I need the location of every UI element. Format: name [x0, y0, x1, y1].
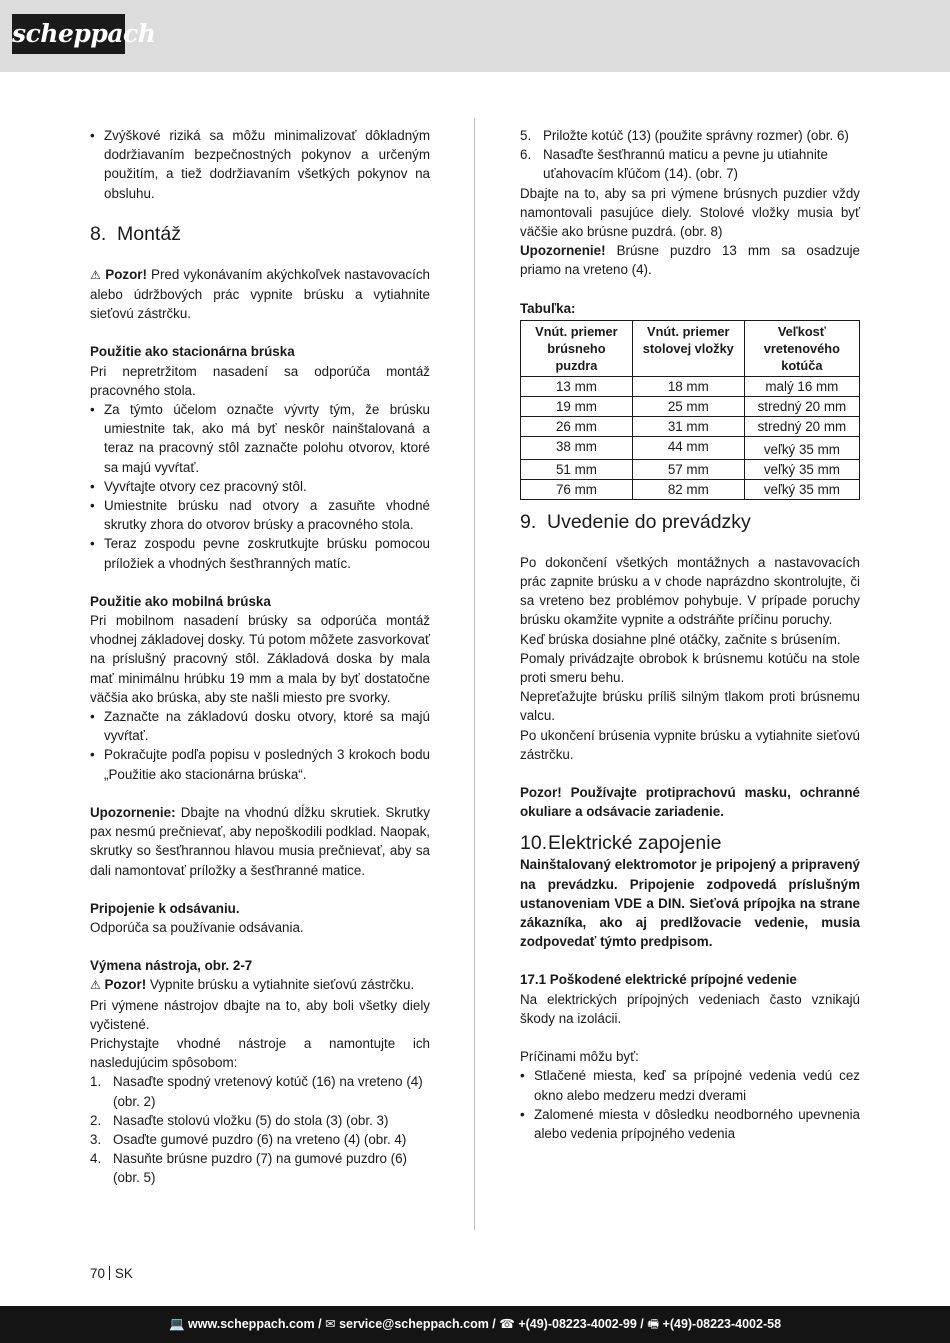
table-row: [521, 416, 860, 436]
computer-icon: 💻: [168, 1317, 185, 1331]
footer-fax: +(49)-08223-4002-58: [662, 1317, 782, 1331]
s17-heading: 17.1 Poškodené elektrické prípojné vedenie: [520, 972, 797, 988]
page-header: [0, 0, 950, 72]
footer-email[interactable]: service@scheppach.com: [339, 1317, 489, 1331]
table-cell: malý 16 mm: [744, 376, 859, 396]
table-cell: 26 mm: [521, 416, 633, 436]
table-cell: 18 mm: [632, 376, 744, 396]
s9-warning: Pozor! Používajte protiprachovú masku, ochranné okuliare a odsávacie zariadenie.: [520, 785, 860, 820]
table-row: [521, 459, 860, 479]
step-item: 5. Priložte kotúč (13) (použite správny rozmer) (obr. 6): [520, 128, 849, 143]
table-header-cell: Vnút. priemer brúsneho puzdra: [521, 320, 633, 376]
table-header-cell: Veľkosť vretenového kotúča: [744, 320, 859, 376]
table-cell: veľký 35 mm: [744, 459, 859, 479]
table-cell: 25 mm: [632, 396, 744, 416]
s9-paragraph: Pomaly privádzajte obrobok k brúsnemu kotúču na stole proti smeru behu.: [520, 650, 860, 686]
table-cell: 31 mm: [632, 416, 744, 436]
footer-web[interactable]: www.scheppach.com: [188, 1317, 315, 1331]
table-cell: veľký 35 mm: [744, 479, 859, 499]
s17-bullet: • Zalomené miesta v dôsledku neodborného upevnenia alebo vedenia prípojného vedenia: [520, 1105, 860, 1143]
table-cell: 13 mm: [521, 376, 633, 396]
step-item: 6. Nasaďte šesťhrannú maticu a pevne ju utiahnite uťahovacím kľúčom (14). (obr. 7): [520, 147, 828, 182]
s9-paragraph: Po dokončení všetkých montážnych a nastavovacích prác zapnite brúsku a v chode naprázdno skontrolujte, či sa vreteno bez problémov pohybuje. V prípade poruchy brúsku okamžite vypnite a odstráňte príčinu poruchy.: [520, 554, 860, 628]
table-cell: 51 mm: [521, 459, 633, 479]
stationary-text: Pri nepretržitom nasadení sa odporúča montáž pracovného stola.: [90, 363, 430, 398]
table-cell: 19 mm: [521, 396, 633, 416]
stationary-bullet: • Vyvŕtajte otvory cez pracovný stôl.: [90, 477, 430, 496]
s10-text: Nainštalovaný elektromotor je pripojený a pripravený na prevádzku. Pripojenie zodpovedá príslušným ustanoveniam VDE a DIN. Sieťová prípojka na strane zákazníka, ako aj predlžovacie vedenie, musia zodpovedať týmto predpisom.: [520, 857, 860, 950]
mobile-bullet: • Pokračujte podľa popisu v posledných 3 krokoch bodu „Použitie ako stacionárna brúska“.: [90, 745, 430, 783]
section-10-heading: 10.Elektrické zapojenie: [520, 832, 722, 855]
size-table: [520, 320, 860, 500]
warning-triangle-icon: ⚠: [90, 267, 102, 282]
extraction-text: Odporúča sa používanie odsávania.: [90, 919, 304, 935]
table-row: [521, 396, 860, 416]
stationary-bullet: • Umiestnite brúsku nad otvory a zasuňte vhodné skrutky zhora do otvorov brúsky a pracovného stola.: [90, 496, 430, 534]
step-item: 3. Osaďte gumové puzdro (6) na vreteno (4) (obr. 4): [90, 1131, 407, 1147]
s17-causes: Príčinami môžu byť:: [520, 1049, 639, 1065]
right-text-1: Dbajte na to, aby sa pri výmene brúsnych puzdier vždy namontovali pasujúce diely. Stolové vložky musia byť väčšie ako brúsne puzdrá. (obr. 8): [520, 185, 860, 240]
mail-icon: ✉: [325, 1317, 336, 1331]
table-header-cell: Vnút. priemer stolovej vložky: [632, 320, 744, 376]
tool-change-heading: Výmena nástroja, obr. 2-7: [90, 958, 253, 974]
table-cell: 57 mm: [632, 459, 744, 479]
note-paragraph: Upozornenie: Dbajte na vhodnú dĺžku skrutiek. Skrutky pax nesmú prečnievať, aby nepoškodili podklad. Naopak, skrutky so šesťhrannou hlavou musia prečnievať, aby sa dali namontovať príložky a šesťhranné matice.: [90, 804, 430, 878]
right-column: [520, 126, 860, 1143]
s9-paragraph: Po ukončení brúsenia vypnite brúsku a vytiahnite sieťovú zástrčku.: [520, 727, 860, 762]
stationary-bullet: • Teraz zospodu pevne zoskrutkujte brúsku pomocou príložiek a vhodných šesťhranných matíc.: [90, 534, 430, 572]
phone-icon: ☎: [499, 1317, 515, 1331]
step-item: 2. Nasaďte stolovú vložku (5) do stola (3) (obr. 3): [90, 1112, 389, 1128]
s17-bullet: • Stlačené miesta, keď sa prípojné vedenia vedú cez okno alebo medzeru medzi dverami: [520, 1066, 860, 1104]
section-8-heading: 8. Montáž: [90, 222, 181, 245]
warning-triangle-icon: ⚠: [90, 978, 101, 993]
table-cell: 76 mm: [521, 479, 633, 499]
extraction-heading: Pripojenie k odsávaniu.: [90, 900, 240, 916]
left-column: [90, 126, 430, 1188]
intro-bullet: • Zvýškové riziká sa môžu minimalizovať dôkladným dodržiavaním bezpečnostných pokynov a určeným použitím, a tiež dodržiavaním všetkých pokynov na obsluhu.: [90, 126, 430, 203]
stationary-bullet: • Za týmto účelom označte vývrty tým, že brúsku umiestnite tak, ako má byť neskôr nainštalovaná a teraz na pracovný stôl zaznačte polohu otvorov, ktoré sa majú vyvŕtať.: [90, 400, 430, 477]
section-9-heading: 9. Uvedenie do prevádzky: [520, 510, 751, 533]
table-cell: stredný 20 mm: [744, 396, 859, 416]
table-cell: 82 mm: [632, 479, 744, 499]
table-row: [521, 376, 860, 396]
table-cell: stredný 20 mm: [744, 416, 859, 436]
page-number: 70 SK: [90, 1266, 133, 1281]
step-item: 4. Nasuňte brúsne puzdro (7) na gumové puzdro (6) (obr. 5): [90, 1151, 408, 1186]
right-note: Upozornenie! Brúsne puzdro 13 mm sa osadzuje priamo na vreteno (4).: [520, 243, 860, 278]
table-cell: 38 mm: [521, 436, 633, 459]
step-item: 1. Nasaďte spodný vretenový kotúč (16) na vreteno (4) (obr. 2): [90, 1074, 423, 1109]
stationary-heading: Použitie ako stacionárna brúska: [90, 344, 295, 360]
page-footer: 💻 www.scheppach.com / ✉ service@scheppach.com / ☎ +(49)-08223-4002-99 / 🖷 +(49)-08223-4002-58: [0, 1306, 950, 1343]
s9-paragraph: Nepreťažujte brúsku príliš silným tlakom proti brúsnemu valcu.: [520, 689, 860, 724]
footer-phone: +(49)-08223-4002-99: [518, 1317, 637, 1331]
tool-change-warning: ⚠ Pozor! Vypnite brúsku a vytiahnite sieťovú zástrčku.: [90, 977, 415, 993]
table-row: [521, 479, 860, 499]
fax-icon: 🖷: [647, 1317, 660, 1331]
column-divider: [474, 118, 475, 1230]
table-cell: 44 mm: [632, 436, 744, 459]
mobile-bullet: • Zaznačte na základovú dosku otvory, ktoré sa majú vyvŕtať.: [90, 707, 430, 745]
mobile-heading: Použitie ako mobilná brúska: [90, 593, 271, 609]
mobile-text: Pri mobilnom nasadení brúsky sa odporúča montáž vhodnej základovej dosky. Tú potom môžete zasvorkovať na príslušný pracovný stôl. Základová doska by mala mať minimálnu hrúbku 19 mm a mala by byť dostatočne väčšia ako brúska, aby ste našli miesto pre svorky.: [90, 613, 430, 705]
warning-paragraph-1: ⚠ Pozor! Pred vykonávaním akýchkoľvek nastavovacích alebo údržbových prác vypnite brúsku a vytiahnite sieťovú zástrčku.: [90, 266, 430, 322]
tool-change-text-1: Pri výmene nástrojov dbajte na to, aby boli všetky diely vyčistené.: [90, 997, 430, 1032]
s17-text: Na elektrických prípojných vedeniach často vznikajú škody na izolácii.: [520, 991, 860, 1026]
s9-paragraph: Keď brúska dosiahne plné otáčky, začnite s brúsením.: [520, 631, 841, 647]
brand-logo: scheppach: [12, 14, 125, 54]
table-cell: veľký 35 mm: [744, 436, 859, 459]
tool-change-text-2: Prichystajte vhodné nástroje a namontujte ich nasledujúcim spôsobom:: [90, 1035, 430, 1071]
table-row: [521, 436, 860, 459]
table-label: Tabuľka:: [520, 300, 576, 316]
